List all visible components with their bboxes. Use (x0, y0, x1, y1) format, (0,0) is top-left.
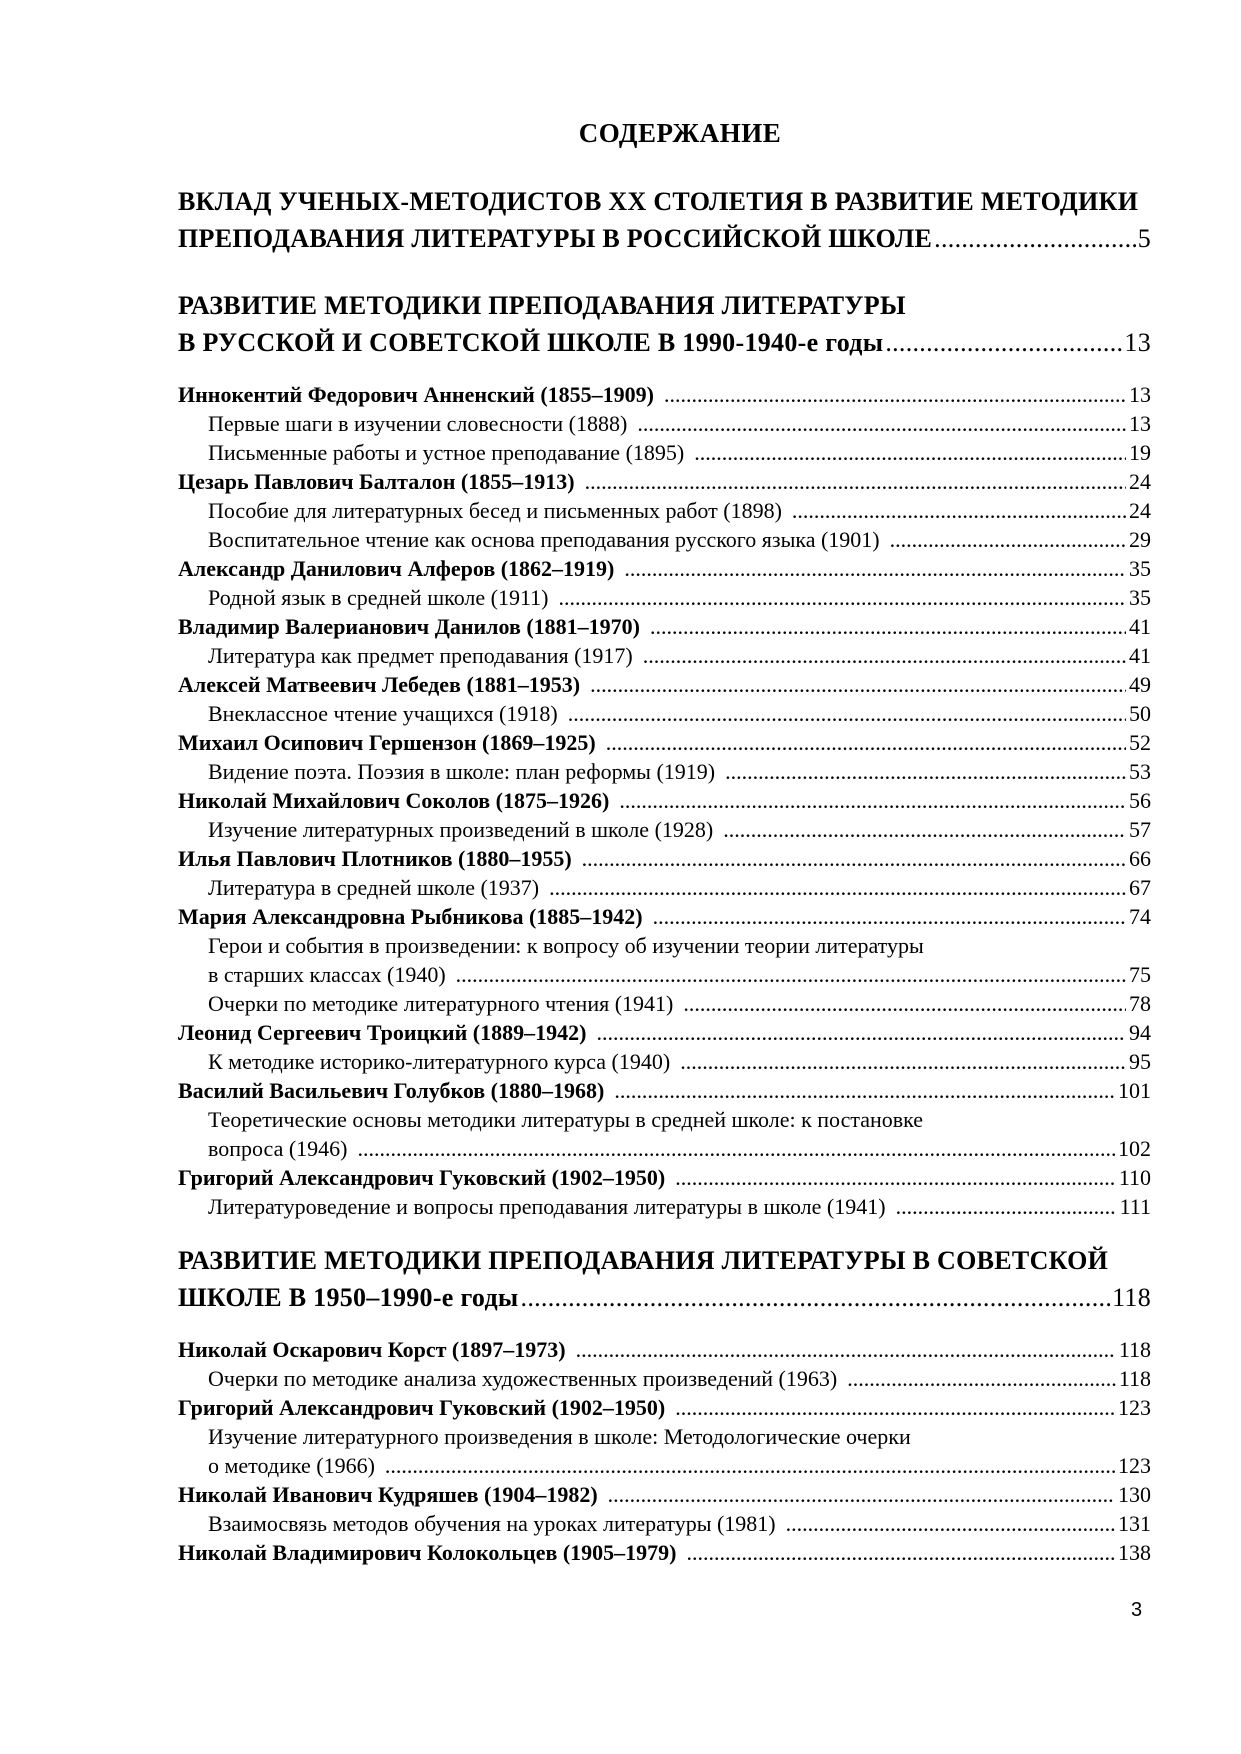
toc-entry-work: Внеклассное чтение учащихся (1918) ..... 50 (178, 699, 1151, 728)
leader-dots (934, 220, 1136, 257)
toc-entry-author: Николай Михайлович Соколов (1875–1926) ..... 56 (178, 786, 1151, 815)
section-page-number: 118 (1112, 1283, 1151, 1312)
toc-entry-work: Письменные работы и устное преподавание (1895) ..... 19 (178, 438, 1151, 467)
page-number: 3 (1131, 1599, 1143, 1621)
section-page-number: 13 (1124, 328, 1151, 357)
toc-entry-work: Воспитательное чтение как основа преподавания русского языка (1901) ..... 29 (178, 525, 1151, 554)
leader-dots (885, 324, 1122, 361)
toc-entry-work: Очерки по методике анализа художественных произведений (1963) ..... 118 (178, 1364, 1151, 1393)
toc-entry-author: Григорий Александрович Гуковский (1902–1950) ..... 110 (178, 1163, 1151, 1192)
section-heading-1 (178, 183, 1151, 257)
leader-dots (521, 1279, 1111, 1316)
toc-list-part-1 (178, 380, 1151, 1221)
section-heading-line: ВКЛАД УЧЕНЫХ-МЕТОДИСТОВ ХХ СТОЛЕТИЯ В РАЗВИТИЕ МЕТОДИКИ (178, 187, 1139, 216)
toc-entry-author: Николай Иванович Кудряшев (1904–1982) ..... 130 (178, 1480, 1151, 1509)
section-heading-line: В РУССКОЙ И СОВЕТСКОЙ ШКОЛЕ В 1990-1940-е годы (178, 328, 884, 357)
toc-entry-author: Илья Павлович Плотников (1880–1955) ..... 66 (178, 844, 1151, 873)
toc-entry-author: Николай Оскарович Корст (1897–1973) ..... 118 (178, 1335, 1151, 1364)
toc-entry-author: Мария Александровна Рыбникова (1885–1942) ..... 74 (178, 902, 1151, 931)
toc-entry-author: Леонид Сергеевич Троицкий (1889–1942) ..... 94 (178, 1018, 1151, 1047)
toc-entry-work-line: Теоретические основы методики литературы в средней школе: к постановке (208, 1107, 924, 1132)
toc-entry-author: Александр Данилович Алферов (1862–1919) ..... 35 (178, 554, 1151, 583)
toc-entry-work: о методике (1966) ..... 123 (178, 1451, 1151, 1480)
section-heading-3 (178, 1242, 1151, 1316)
toc-entry-author: Григорий Александрович Гуковский (1902–1950) ..... 123 (178, 1393, 1151, 1422)
page-title: СОДЕРЖАНИЕ (578, 118, 782, 148)
section-heading-line: ПРЕПОДАВАНИЯ ЛИТЕРАТУРЫ В РОССИЙСКОЙ ШКОЛЕ (178, 224, 933, 253)
toc-entry-work: Изучение литературных произведений в школе (1928) ..... 57 (178, 815, 1151, 844)
toc-entry-work: Родной язык в средней школе (1911) ..... 35 (178, 583, 1151, 612)
toc-entry-author: Цезарь Павлович Балталон (1855–1913) ..... 24 (178, 467, 1151, 496)
section-heading-2 (178, 287, 1151, 361)
toc-entry-work: Литература как предмет преподавания (1917) ..... 41 (178, 641, 1151, 670)
toc-entry-work: Очерки по методике литературного чтения (1941) ..... 78 (178, 989, 1151, 1018)
toc-entry-work: Взаимосвязь методов обучения на уроках литературы (1981) ..... 131 (178, 1509, 1151, 1538)
section-heading-line: ШКОЛЕ В 1950–1990-е годы (178, 1283, 519, 1312)
toc-entry-author: Василий Васильевич Голубков (1880–1968) ..... 101 (178, 1076, 1151, 1105)
toc-entry-author: Михаил Осипович Гершензон (1869–1925) ..... 52 (178, 728, 1151, 757)
toc-entry-author: Николай Владимирович Колокольцев (1905–1979) ..... 138 (178, 1538, 1151, 1567)
toc-entry-work: Пособие для литературных бесед и письменных работ (1898) ..... 24 (178, 496, 1151, 525)
toc-entry-work: К методике историко-литературного курса (1940) ..... 95 (178, 1047, 1151, 1076)
toc-entry-work: Литература в средней школе (1937) ..... 67 (178, 873, 1151, 902)
section-heading-line: РАЗВИТИЕ МЕТОДИКИ ПРЕПОДАВАНИЯ ЛИТЕРАТУРЫ (178, 291, 906, 320)
section-page-number: 5 (1137, 224, 1151, 253)
toc-entry-work: вопроса (1946) ..... 102 (178, 1134, 1151, 1163)
toc-entry-work: Видение поэта. Поэзия в школе: план реформы (1919) ..... 53 (178, 757, 1151, 786)
toc-entry-work: в старших классах (1940) ..... 75 (178, 960, 1151, 989)
toc-entry-work: Литературоведение и вопросы преподавания литературы в школе (1941) ..... 111 (178, 1192, 1151, 1221)
toc-entry-work: Первые шаги в изучении словесности (1888) ..... 13 (178, 409, 1151, 438)
toc-entry-author: Алексей Матвеевич Лебедев (1881–1953) ..... 49 (178, 670, 1151, 699)
section-heading-line: РАЗВИТИЕ МЕТОДИКИ ПРЕПОДАВАНИЯ ЛИТЕРАТУРЫ В СОВЕТСКОЙ (178, 1246, 1109, 1275)
toc-entry-author: Иннокентий Федорович Анненский (1855–1909) ..... 13 (178, 380, 1151, 409)
toc-entry-work-line: Изучение литературного произведения в школе: Методологические очерки (208, 1424, 911, 1449)
toc-list-part-2 (178, 1335, 1151, 1567)
toc-entry-author: Владимир Валерианович Данилов (1881–1970) ..... 41 (178, 612, 1151, 641)
toc-entry-work-line: Герои и события в произведении: к вопросу об изучении теории литературы (208, 933, 924, 958)
